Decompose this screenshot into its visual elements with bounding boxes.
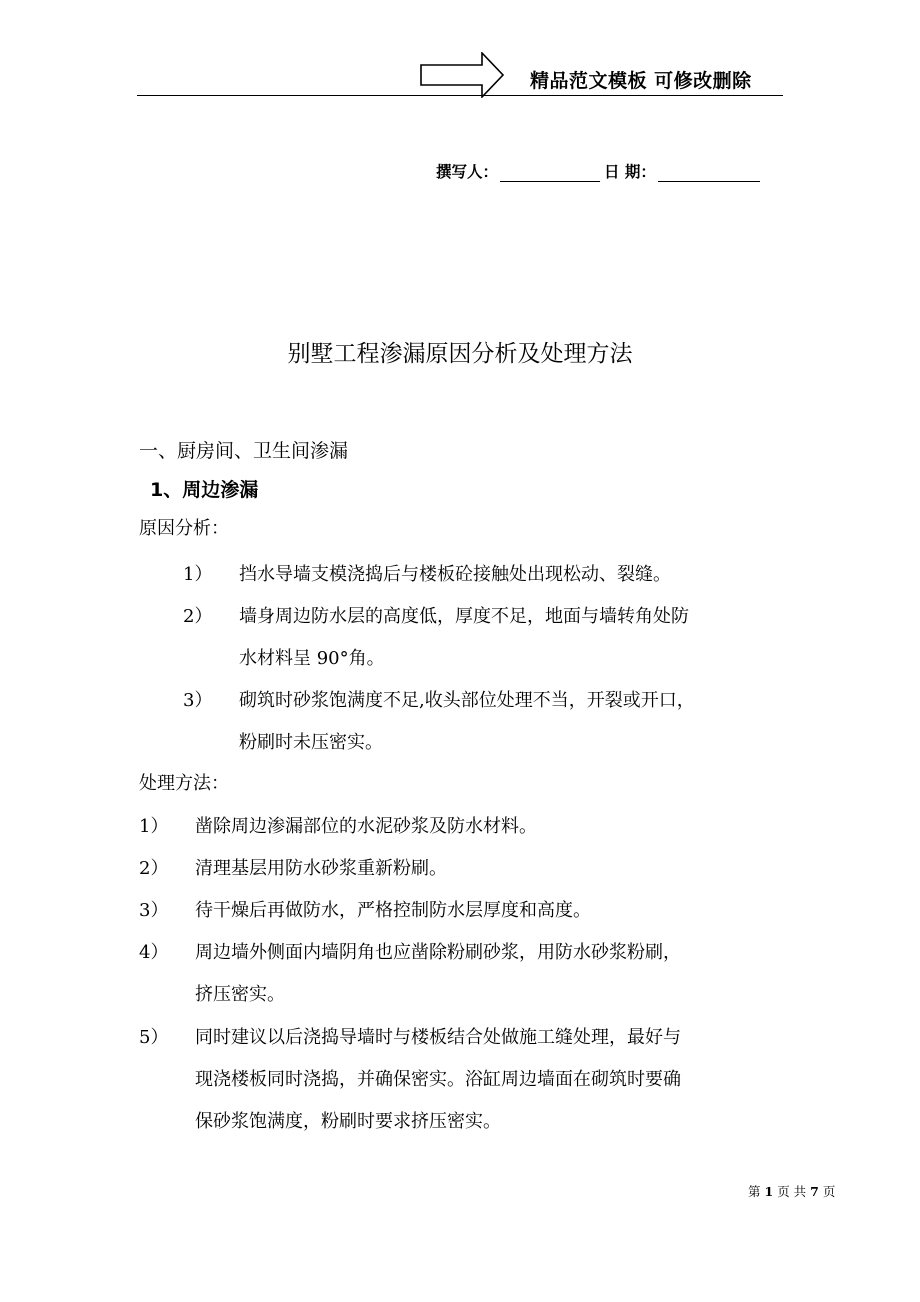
method-text-line: 待干燥后再做防水，严格控制防水层厚度和高度。 xyxy=(195,900,591,921)
cause-label: 原因分析： xyxy=(139,518,229,539)
arrow-right-icon xyxy=(420,52,504,98)
method-number: 3） xyxy=(139,900,169,921)
cause-text-line: 挡水导墙支模浇捣后与楼板砼接触处出现松动、裂缝。 xyxy=(239,564,671,585)
method-text-line: 同时建议以后浇捣导墙时与楼板结合处做施工缝处理，最好与 xyxy=(195,1027,681,1048)
cause-number: 3） xyxy=(183,690,213,711)
cause-text-line: 墙身周边防水层的高度低，厚度不足，地面与墙转角处防 xyxy=(239,606,689,627)
method-number: 1） xyxy=(139,816,169,837)
method-number: 2） xyxy=(139,858,169,879)
method-text-line: 现浇楼板同时浇捣，并确保密实。浴缸周边墙面在砌筑时要确 xyxy=(195,1069,681,1090)
current-page: 1 xyxy=(764,1184,774,1199)
method-text-line: 挤压密实。 xyxy=(195,984,285,1005)
cause-text-line: 砌筑时砂浆饱满度不足,收头部位处理不当，开裂或开口， xyxy=(239,690,695,711)
method-text-line: 凿除周边渗漏部位的水泥砂浆及防水材料。 xyxy=(195,816,537,837)
author-blank xyxy=(500,163,600,182)
date-label: 日 期： xyxy=(604,163,656,181)
author-label: 撰写人： xyxy=(436,163,499,181)
method-text-line: 清理基层用防水砂浆重新粉刷。 xyxy=(195,858,447,879)
cause-number: 2） xyxy=(183,606,213,627)
sub-heading: 1、周边渗漏 xyxy=(150,479,259,501)
method-number: 4） xyxy=(139,942,169,963)
document-title: 别墅工程渗漏原因分析及处理方法 xyxy=(287,341,633,367)
cause-text-line: 水材料呈 90°角。 xyxy=(239,648,385,669)
total-pages: 7 xyxy=(810,1184,819,1199)
method-label: 处理方法： xyxy=(139,773,229,794)
footer-suffix: 页 xyxy=(822,1184,836,1199)
method-number: 5） xyxy=(139,1027,169,1048)
author-date-line xyxy=(436,160,760,182)
section-heading: 一、厨房间、卫生间渗漏 xyxy=(139,440,349,462)
page-number-footer xyxy=(748,1182,835,1200)
date-blank xyxy=(658,163,760,182)
method-text-line: 保砂浆饱满度，粉刷时要求挤压密实。 xyxy=(195,1111,501,1132)
header-banner: 精品范文模板 可修改删除 xyxy=(530,70,752,92)
cause-number: 1） xyxy=(183,564,213,585)
cause-text-line: 粉刷时未压密实。 xyxy=(239,732,383,753)
header-divider xyxy=(137,95,783,96)
footer-middle: 页 共 xyxy=(777,1184,807,1199)
footer-prefix: 第 xyxy=(748,1184,761,1199)
method-text-line: 周边墙外侧面内墙阴角也应凿除粉刷砂浆，用防水砂浆粉刷， xyxy=(195,942,681,963)
